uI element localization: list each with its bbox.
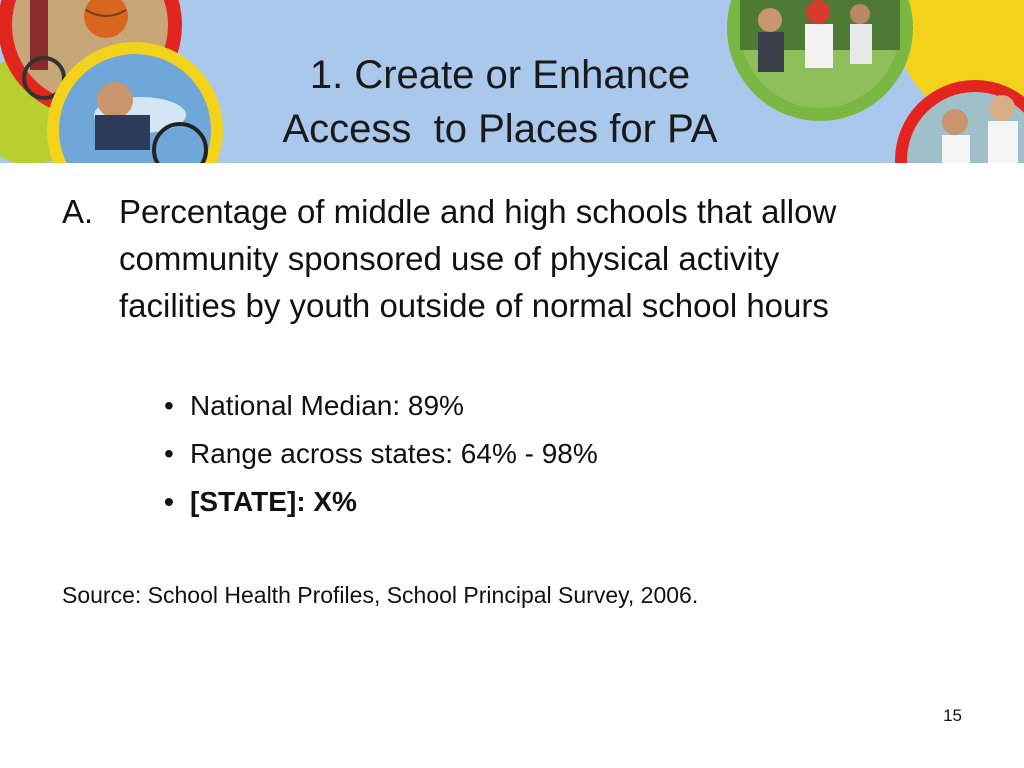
item-marker: A. bbox=[62, 193, 94, 230]
item-text: Percentage of middle and high schools that allow community sponsored use of physical activity facilities by youth outside of normal school hours bbox=[119, 193, 837, 324]
list-item-a bbox=[62, 188, 902, 329]
bullet-text: Range across states: 64% - 98% bbox=[190, 438, 598, 469]
bullet-national-median bbox=[164, 384, 864, 432]
bullet-state bbox=[164, 480, 864, 528]
bullet-range bbox=[164, 432, 864, 480]
title-line-1: 1. Create or Enhance bbox=[309, 53, 691, 97]
bullet-icon: • bbox=[164, 438, 174, 469]
source-citation: Source: School Health Profiles, School Principal Survey, 2006. bbox=[62, 582, 699, 608]
page-number: 15 bbox=[943, 706, 962, 725]
header-banner bbox=[0, 0, 1024, 163]
bullet-icon: • bbox=[164, 486, 174, 517]
bullet-icon: • bbox=[164, 390, 174, 421]
bullet-text: [STATE]: X% bbox=[190, 486, 357, 517]
slide-title bbox=[230, 48, 770, 156]
sub-bullet-list bbox=[164, 384, 864, 528]
title-line-2: Access to Places for PA bbox=[282, 107, 718, 151]
bullet-text: National Median: 89% bbox=[190, 390, 464, 421]
